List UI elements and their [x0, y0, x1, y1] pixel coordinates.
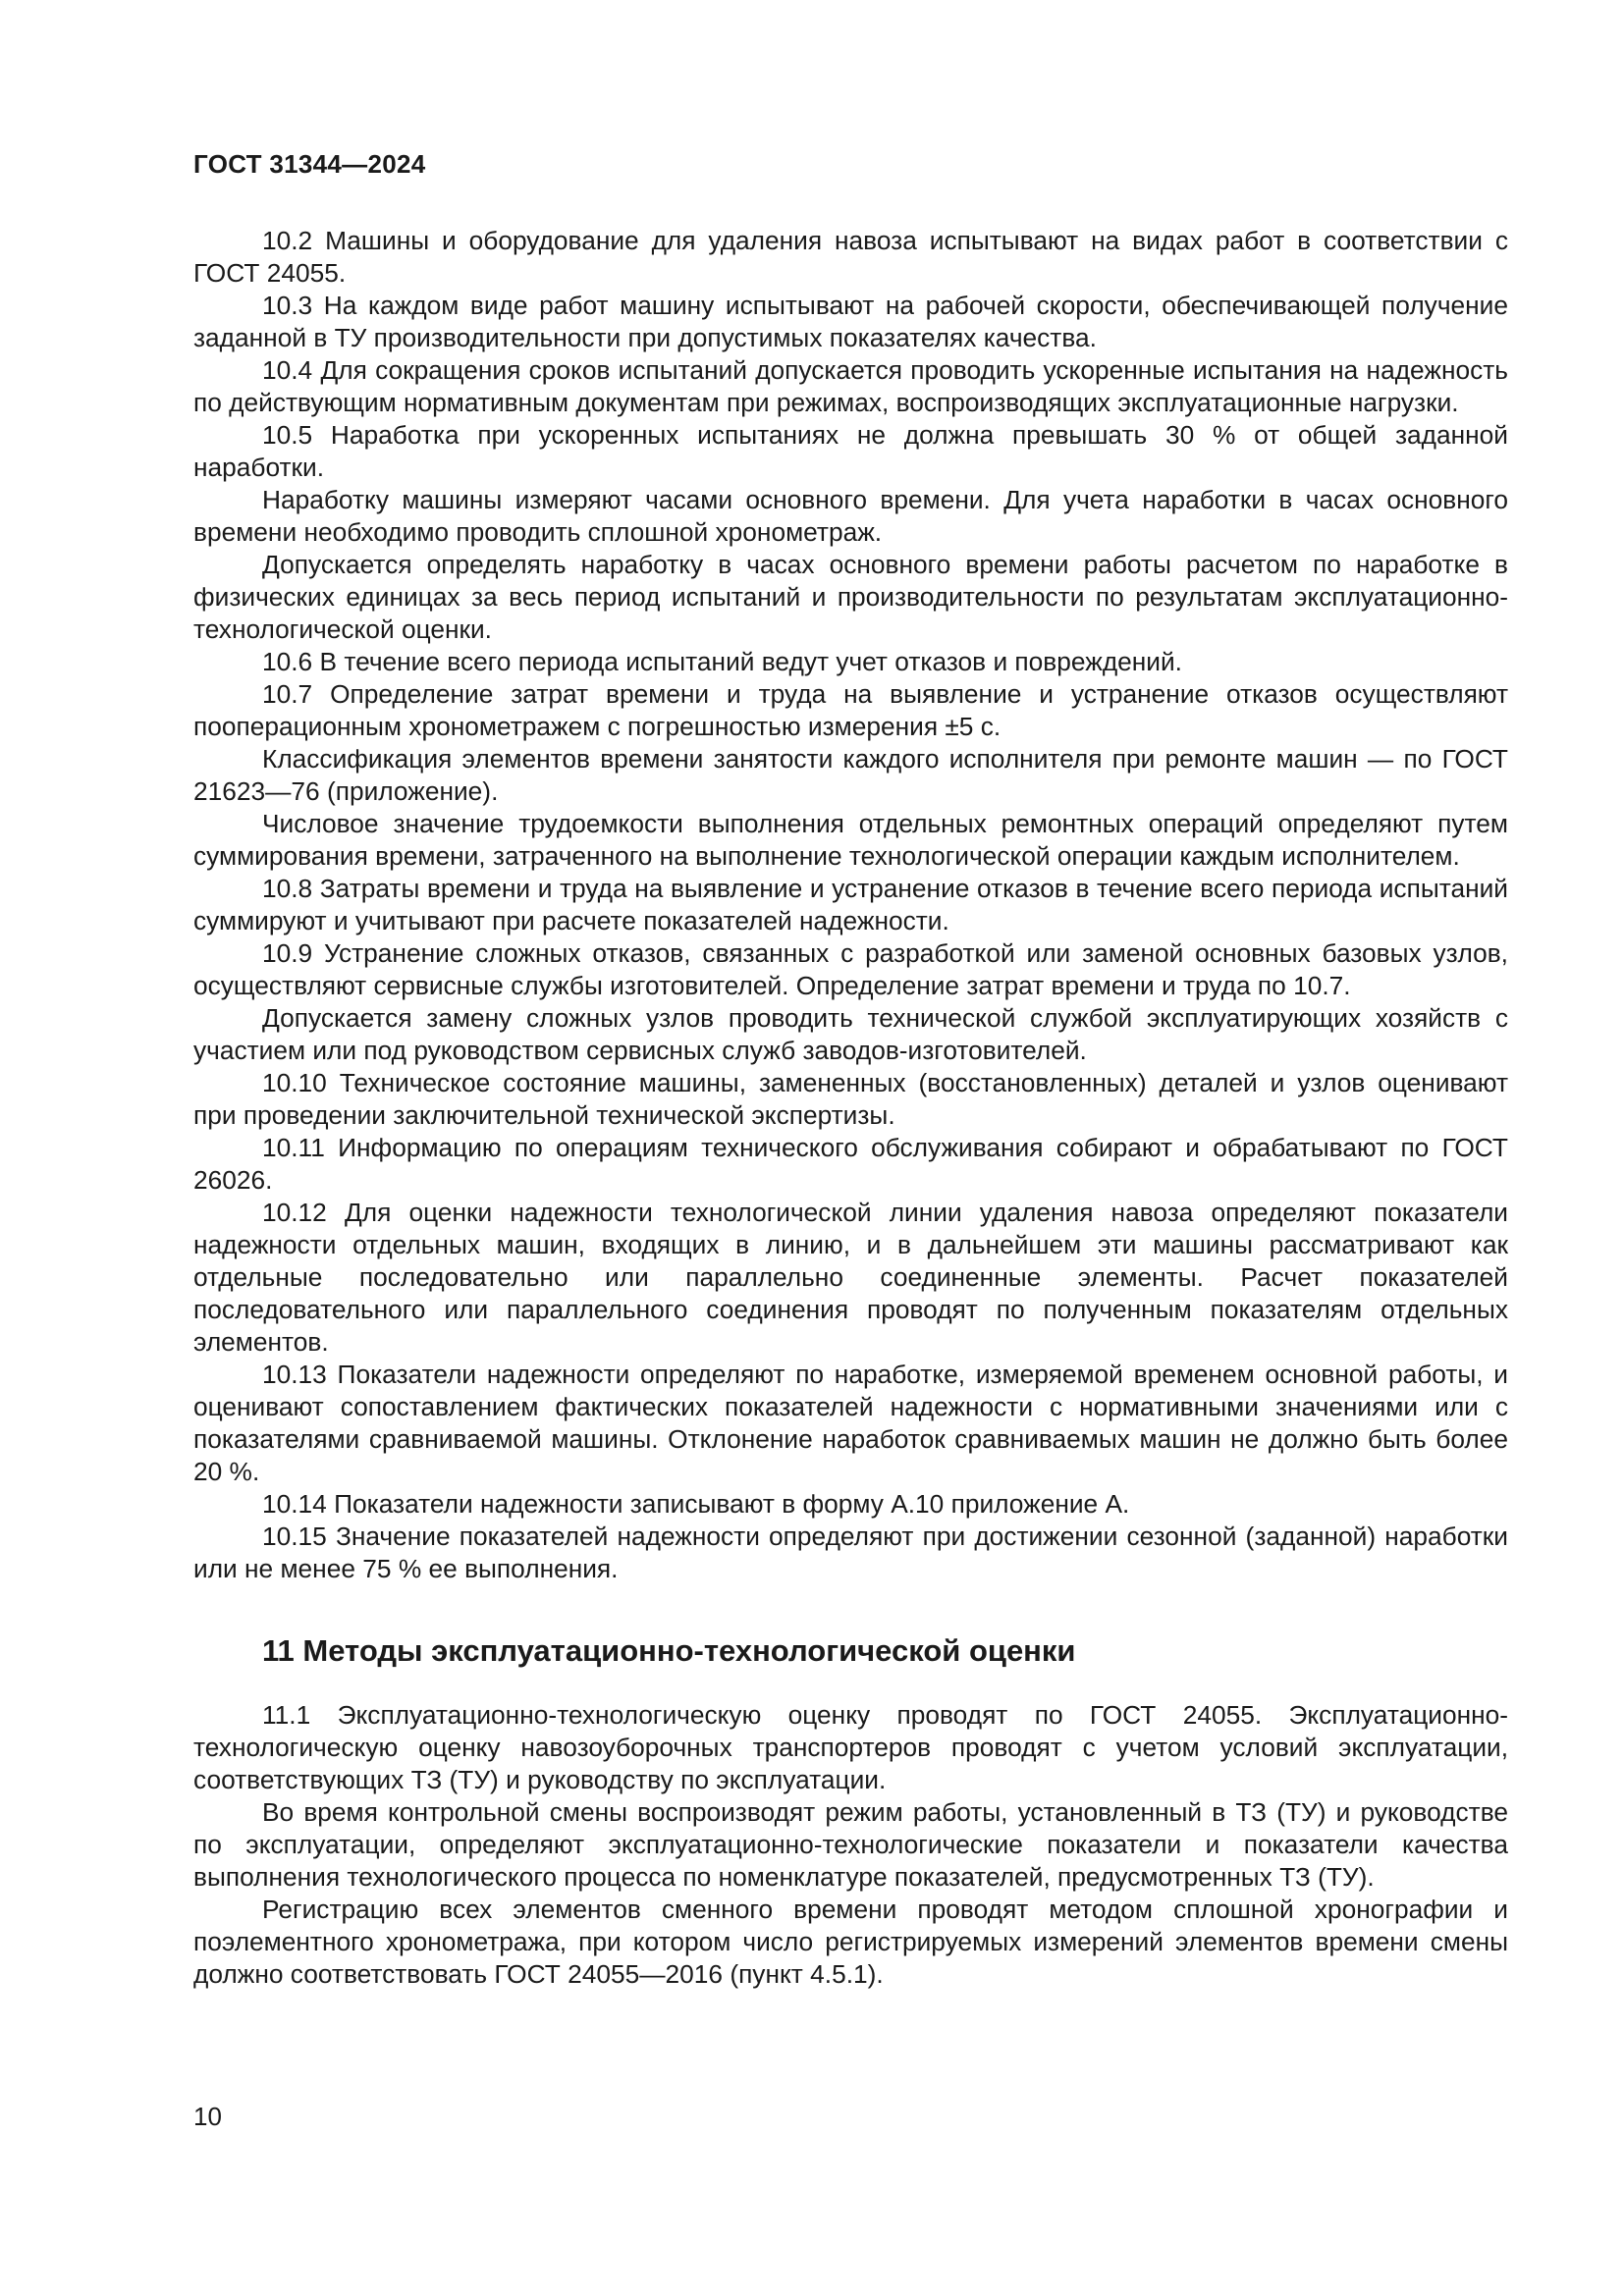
- paragraph: 10.12 Для оценки надежности технологической линии удаления навоза определяют показатели надежности отдельных машин, входящих в линию, и в дальнейшем эти машины рассматривают как отдельные последовательно или параллельно соединенные элементы. Расчет показателей последовательного или параллельного соединения проводят по полученным показателям отдельных элементов.: [193, 1198, 1508, 1357]
- document-header: ГОСТ 31344—2024: [193, 149, 426, 179]
- paragraph: 10.14 Показатели надежности записывают в форму А.10 приложение А.: [262, 1489, 1130, 1519]
- paragraph: 10.15 Значение показателей надежности определяют при достижении сезонной (заданной) наработки или не менее 75 % ее выполнения.: [193, 1522, 1508, 1583]
- section-heading: 11 Методы эксплуатационно-технологической оценки: [262, 1633, 1076, 1668]
- paragraph: 10.9 Устранение сложных отказов, связанных с разработкой или заменой основных базовых узлов, осуществляют сервисные службы изготовителей. Определение затрат времени и труда по 10.7.: [193, 938, 1508, 1000]
- paragraph: 10.7 Определение затрат времени и труда на выявление и устранение отказов осуществляют пооперационным хронометражем с погрешностью измерения ±5 с.: [193, 679, 1508, 741]
- paragraph: 11.1 Эксплуатационно-технологическую оценку проводят по ГОСТ 24055. Эксплуатационно-технологическую оценку навозоуборочных транспортеров проводят с учетом условий эксплуатации, соответствующих ТЗ (ТУ) и руководству по эксплуатации.: [193, 1700, 1508, 1794]
- paragraph: 10.2 Машины и оборудование для удаления навоза испытывают на видах работ в соответствии с ГОСТ 24055.: [193, 226, 1508, 288]
- paragraph: Классификация элементов времени занятости каждого исполнителя при ремонте машин — по ГОСТ 21623—76 (приложение).: [193, 744, 1508, 806]
- page-number: 10: [193, 2102, 222, 2131]
- paragraph: Допускается замену сложных узлов проводить технической службой эксплуатирующих хозяйств с участием или под руководством сервисных служб заводов-изготовителей.: [193, 1003, 1508, 1065]
- paragraph: 10.4 Для сокращения сроков испытаний допускается проводить ускоренные испытания на надежность по действующим нормативным документам при режимах, воспроизводящих эксплуатационные нагрузки.: [193, 355, 1508, 417]
- paragraph: Во время контрольной смены воспроизводят режим работы, установленный в ТЗ (ТУ) и руководстве по эксплуатации, определяют эксплуатационно-технологические показатели и показатели качества выполнения технологического процесса по номенклатуре показателей, предусмотренных ТЗ (ТУ).: [193, 1797, 1508, 1892]
- paragraph: 10.5 Наработка при ускоренных испытаниях не должна превышать 30 % от общей заданной наработки.: [193, 420, 1508, 482]
- document-body: [193, 225, 1508, 1991]
- paragraph: Числовое значение трудоемкости выполнения отдельных ремонтных операций определяют путем суммирования времени, затраченного на выполнение технологической операции каждым исполнителем.: [193, 809, 1508, 871]
- paragraph: 10.3 На каждом виде работ машину испытывают на рабочей скорости, обеспечивающей получение заданной в ТУ производительности при допустимых показателях качества.: [193, 291, 1508, 352]
- paragraph: 10.13 Показатели надежности определяют по наработке, измеряемой временем основной работы, и оценивают сопоставлением фактических показателей надежности с нормативными значениями или с показателями сравниваемой машины. Отклонение наработок сравниваемых машин не должно быть более 20 %.: [193, 1360, 1508, 1486]
- paragraph: 10.6 В течение всего периода испытаний ведут учет отказов и повреждений.: [262, 647, 1182, 676]
- paragraph: Допускается определять наработку в часах основного времени работы расчетом по наработке в физических единицах за весь период испытаний и производительности по результатам эксплуатационно-технологической оценки.: [193, 550, 1508, 644]
- paragraph: Наработку машины измеряют часами основного времени. Для учета наработки в часах основного времени необходимо проводить сплошной хронометраж.: [193, 485, 1508, 547]
- paragraph: Регистрацию всех элементов сменного времени проводят методом сплошной хронографии и поэлементного хронометража, при котором число регистрируемых измерений элементов времени смены должно соответствовать ГОСТ 24055—2016 (пункт 4.5.1).: [193, 1895, 1508, 1989]
- paragraph: 10.11 Информацию по операциям технического обслуживания собирают и обрабатывают по ГОСТ 26026.: [193, 1133, 1508, 1195]
- paragraph: 10.8 Затраты времени и труда на выявление и устранение отказов в течение всего периода испытаний суммируют и учитывают при расчете показателей надежности.: [193, 874, 1508, 935]
- paragraph: 10.10 Техническое состояние машины, замененных (восстановленных) деталей и узлов оценивают при проведении заключительной технической экспертизы.: [193, 1068, 1508, 1130]
